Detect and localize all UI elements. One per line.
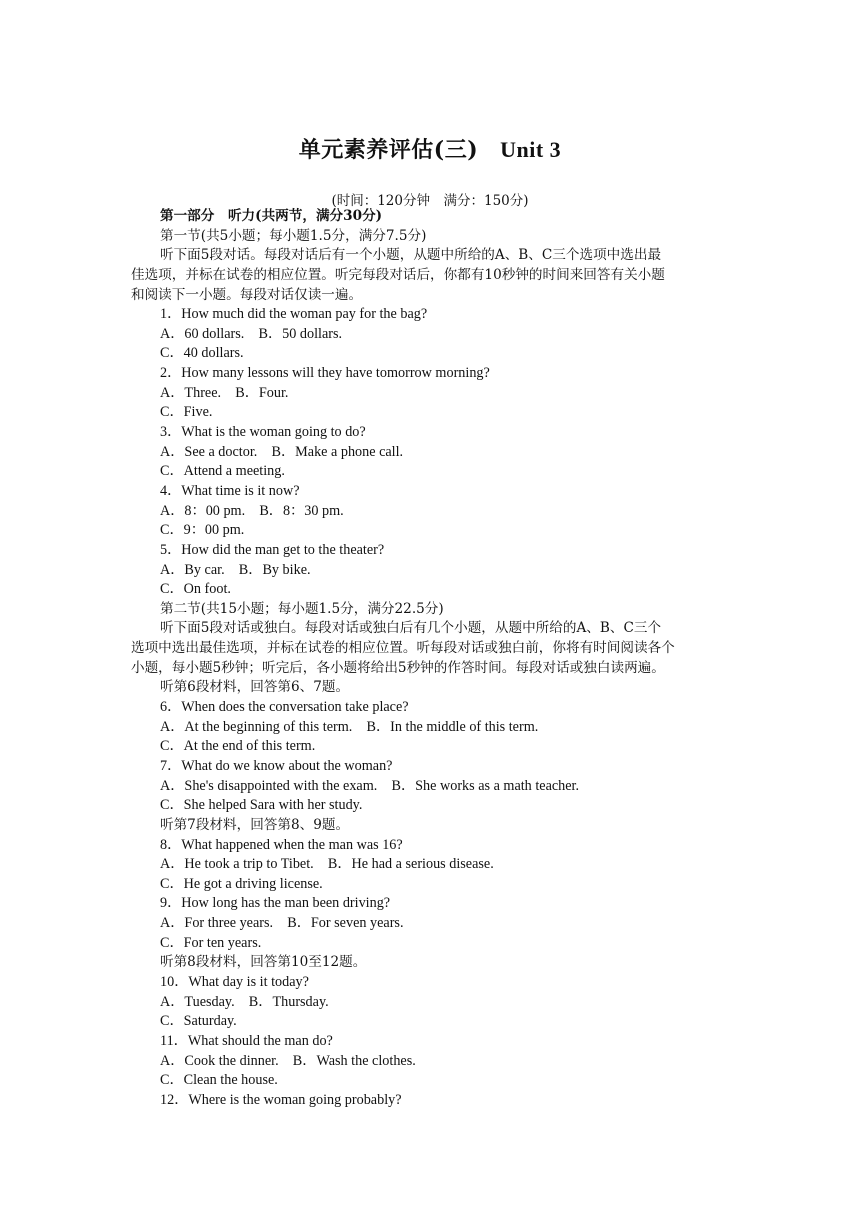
question-option-c: C．40 dollars. xyxy=(160,345,244,362)
question-stem: 8．What happened when the man was 16? xyxy=(160,836,403,853)
material-intro: 听第6段材料，回答第6、7题。 xyxy=(160,679,350,696)
question-stem: 9．How long has the man been driving? xyxy=(160,895,391,912)
question-option-c: C．For ten years. xyxy=(160,934,262,951)
section2-instruction-line: 选项中选出最佳选项，并标在试卷的相应位置。听每段对话或独白前，你将有时间阅读各个 xyxy=(131,640,675,657)
question-stem: 12．Where is the woman going probably? xyxy=(160,1091,402,1108)
question-options-ab: A．She's disappointed with the exam. B．She works as a math teacher. xyxy=(160,777,580,794)
question-stem: 3．What is the woman going to do? xyxy=(160,424,366,441)
question-option-c: C．Clean the house. xyxy=(160,1072,278,1089)
question-option-c: C．Attend a meeting. xyxy=(160,463,285,480)
question-option-c: C．9：00 pm. xyxy=(160,522,245,539)
question-stem: 6．When does the conversation take place? xyxy=(160,699,409,716)
section1-heading: 第一节(共5小题；每小题1.5分，满分7.5分) xyxy=(160,227,427,244)
question-stem: 11．What should the man do? xyxy=(160,1032,333,1049)
question-options-ab: A．See a doctor. B．Make a phone call. xyxy=(160,443,404,460)
section1-instruction-line: 佳选项，并标在试卷的相应位置。听完每段对话后，你都有10秒钟的时间来回答有关小题 xyxy=(131,266,665,283)
page-title xyxy=(0,133,860,164)
question-stem: 4．What time is it now? xyxy=(160,482,300,499)
material-intro: 听第7段材料，回答第8、9题。 xyxy=(160,816,350,833)
question-option-c: C．At the end of this term. xyxy=(160,738,316,755)
question-stem: 7．What do we know about the woman? xyxy=(160,757,393,774)
question-options-ab: A．For three years. B．For seven years. xyxy=(160,915,404,932)
question-option-c: C．Five. xyxy=(160,404,213,421)
question-options-ab: A．8：00 pm. B．8：30 pm. xyxy=(160,502,344,519)
title-unit: Unit 3 xyxy=(500,137,562,162)
title-chinese: 单元素养评估(三) xyxy=(298,137,479,163)
question-stem: 5．How did the man get to the theater? xyxy=(160,541,385,558)
question-options-ab: A．At the beginning of this term. B．In the middle of this term. xyxy=(160,718,539,735)
section2-heading: 第二节(共15小题；每小题1.5分，满分22.5分) xyxy=(160,600,444,617)
question-option-c: C．She helped Sara with her study. xyxy=(160,797,363,814)
question-option-c: C．On foot. xyxy=(160,581,231,598)
part1-heading: 第一部分 听力(共两节，满分30分) xyxy=(160,208,383,224)
section1-instruction-line: 和阅读下一小题。每段对话仅读一遍。 xyxy=(131,286,363,303)
question-options-ab: A．Tuesday. B．Thursday. xyxy=(160,993,329,1010)
question-options-ab: A．Cook the dinner. B．Wash the clothes. xyxy=(160,1052,416,1069)
section2-instruction-line: 听下面5段对话或独白。每段对话或独白后有几个小题，从题中所给的A、B、C三个 xyxy=(160,620,662,637)
question-stem: 10．What day is it today? xyxy=(160,973,309,990)
section1-instruction-line: 听下面5段对话。每段对话后有一个小题，从题中所给的A、B、C三个选项中选出最 xyxy=(160,247,662,264)
material-intro: 听第8段材料，回答第10至12题。 xyxy=(160,954,367,971)
question-options-ab: A．By car. B．By bike. xyxy=(160,561,311,578)
exam-meta: (时间：120分钟 满分：150分) xyxy=(331,193,529,209)
question-option-c: C．Saturday. xyxy=(160,1013,237,1030)
section2-instruction-line: 小题，每小题5秒钟；听完后，各小题将给出5秒钟的作答时间。每段对话或独白读两遍。 xyxy=(131,659,665,676)
question-option-c: C．He got a driving license. xyxy=(160,875,323,892)
question-options-ab: A．He took a trip to Tibet. B．He had a serious disease. xyxy=(160,856,494,873)
question-stem: 1．How much did the woman pay for the bag? xyxy=(160,306,428,323)
question-stem: 2．How many lessons will they have tomorrow morning? xyxy=(160,365,490,382)
exam-body xyxy=(131,207,731,1110)
question-options-ab: A．60 dollars. B．50 dollars. xyxy=(160,325,343,342)
question-options-ab: A．Three. B．Four. xyxy=(160,384,289,401)
